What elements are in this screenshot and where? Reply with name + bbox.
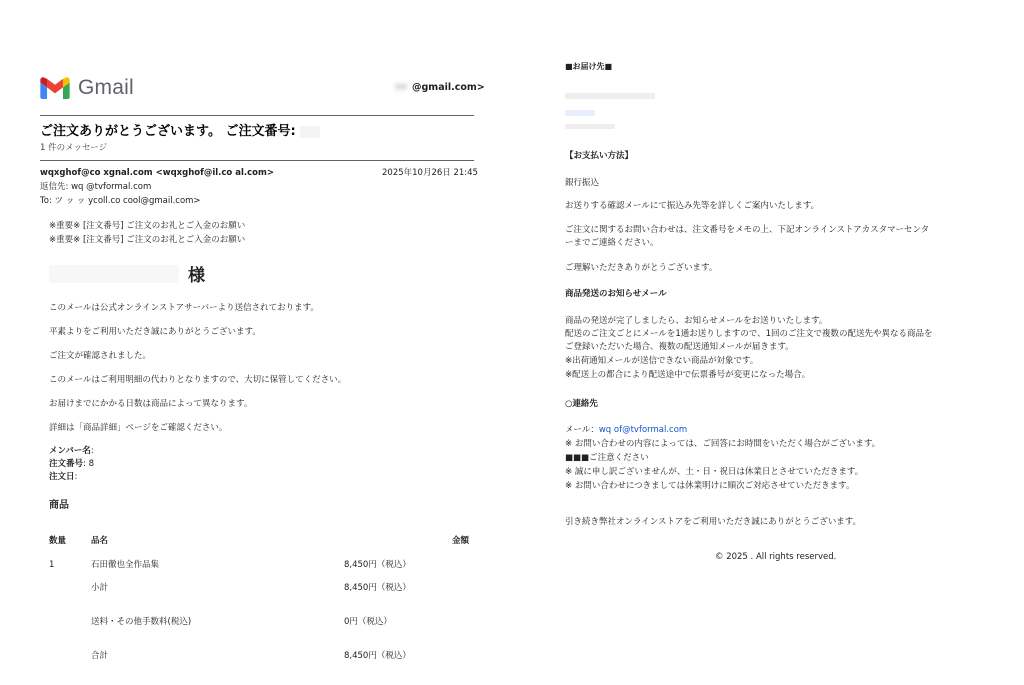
recipient-to: To: ツ ッ ッ ycoll.co cool@gmail.com> <box>40 196 201 206</box>
body-line-2: 平素よりをご利用いただき誠にありがとうございます。 <box>49 327 261 337</box>
redacted-address-line-3 <box>565 124 615 129</box>
subject-divider <box>40 160 474 161</box>
item-name[interactable]: 石田徹也全作品集 <box>91 560 160 570</box>
notice-line-1: ※重要※ [注文番号] ご注文のお礼とご入金のお願い <box>49 221 246 231</box>
contact-line-2: ■■■ご注意ください <box>565 453 649 463</box>
mail-label: メール： <box>565 425 599 435</box>
shipping-line-1: 商品の発送が完了しましたら、お知らせメールをお送りいたします。 <box>565 316 828 326</box>
col-amount: 金額 <box>452 536 470 546</box>
gmail-logo <box>40 76 134 100</box>
message-count: 1 件のメッセージ <box>40 143 108 153</box>
account-redacted: ﾂﾂﾂ <box>395 83 407 92</box>
order-number <box>49 459 94 470</box>
contact-line-1: ※ お問い合わせの内容によっては、ご回答にお時間をいただく場合がございます。 <box>565 439 881 449</box>
header-divider <box>40 115 474 116</box>
contact-line-4: ※ お問い合わせにつきましては休業明けに順次ご対応させていただきます。 <box>565 481 855 491</box>
shipping-line-5: ※配送上の都合により配送途中で伝票番号が変更になった場合。 <box>565 370 811 380</box>
payment-heading: 【お支払い方法】 <box>565 151 634 161</box>
body-line-4: このメールはご利用明細の代わりとなりますので、大切に保管してください。 <box>49 375 347 385</box>
products-heading: 商品 <box>49 500 69 511</box>
payment-method: 銀行振込 <box>565 178 600 188</box>
item-price: 8,450円（税込） <box>344 560 411 570</box>
gmail-m-logo-icon <box>40 77 70 99</box>
body-line-5: お届けまでにかかる日数は商品によって異なります。 <box>49 399 253 409</box>
closing-line: 引き続き弊社オンラインストアをご利用いただき誠にありがとうございます。 <box>565 517 862 527</box>
total-value: 8,450円（税込） <box>344 651 411 661</box>
redacted-recipient-name <box>49 265 179 283</box>
col-qty: 数量 <box>49 536 67 546</box>
order-date-value: : <box>74 472 78 482</box>
body-line-1: このメールは公式オンラインストアサーバーより送信されております。 <box>49 303 319 313</box>
redacted-address-line-1 <box>565 93 655 99</box>
contact-line-3: ※ 誠に申し訳ございませんが、土・日・祝日は休業日とさせていただきます。 <box>565 467 864 477</box>
body-line-6: 詳細は「商品詳細」ページをご確認ください。 <box>49 423 228 433</box>
shipping-line-3: ご登録いただいた場合、複数の配送通知メールが届きます。 <box>565 342 794 352</box>
shipping-value: 0円（税込） <box>344 617 392 627</box>
body-line-3: ご注文が確認されました。 <box>49 351 152 361</box>
subtotal-label: 小計 <box>91 583 109 593</box>
gmail-wordmark: Gmail <box>78 76 134 99</box>
member-name-label: メンバー名 <box>49 446 91 456</box>
sender[interactable]: wqxghof@co xgnal.com <wqxghof@il.co al.com> <box>40 168 274 178</box>
order-number-label: 注文番号 <box>49 459 84 469</box>
order-number-value: : 8 <box>83 459 94 469</box>
payment-note: お送りする確認メールにて振込み先等を詳しくご案内いたします。 <box>565 201 820 211</box>
reply-to: 返信先: wq @tvformal.com <box>40 182 152 192</box>
shipping-label: 送料・その他手数料(税込) <box>91 617 192 627</box>
mail-link[interactable]: wq of@tvformal.com <box>598 425 688 435</box>
col-name: 品名 <box>91 536 109 546</box>
copyright: © 2025 . All rights reserved. <box>715 552 837 562</box>
shipping-line-4: ※出荷通知メールが送信できない商品が対象です。 <box>565 356 759 366</box>
redacted-address-line-2 <box>565 110 595 116</box>
subtotal-value: 8,450円（税込） <box>344 583 411 593</box>
shipping-notice-heading: 商品発送のお知らせメール <box>565 289 667 299</box>
thanks-line: ご理解いただきありがとうございます。 <box>565 263 718 273</box>
email-subject: ご注文ありがとうございます。 ご注文番号: <box>40 124 296 139</box>
member-name <box>49 446 94 457</box>
delivery-heading: ■お届け先■ <box>565 62 613 71</box>
order-date-label: 注文日 <box>49 472 75 482</box>
shipping-line-2: 配送のご注文ごとにメールを1通お送りしますので、1回のご注文で複数の配送先や異なる商品を <box>565 329 933 339</box>
notice-line-2: ※重要※ [注文番号] ご注文のお礼とご入金のお願い <box>49 235 246 245</box>
contact-mail <box>565 425 687 436</box>
inquiry-line-1: ご注文に関するお問い合わせは、注文番号をメモの上、下記オンラインストアカスタマーセンタ <box>565 225 930 235</box>
redacted-order-number <box>300 126 320 138</box>
total-label: 合計 <box>91 651 109 661</box>
recipient-honorific: 様 <box>188 266 205 286</box>
item-qty: 1 <box>49 560 55 570</box>
member-name-value: : <box>90 446 94 456</box>
inquiry-line-2: ーまでご連絡ください。 <box>565 238 659 248</box>
account-email: @gmail.com> <box>412 82 485 93</box>
contact-heading: ○連絡先 <box>565 399 598 409</box>
order-date <box>49 472 77 483</box>
email-date: 2025年10月26日 21:45 <box>382 168 478 178</box>
